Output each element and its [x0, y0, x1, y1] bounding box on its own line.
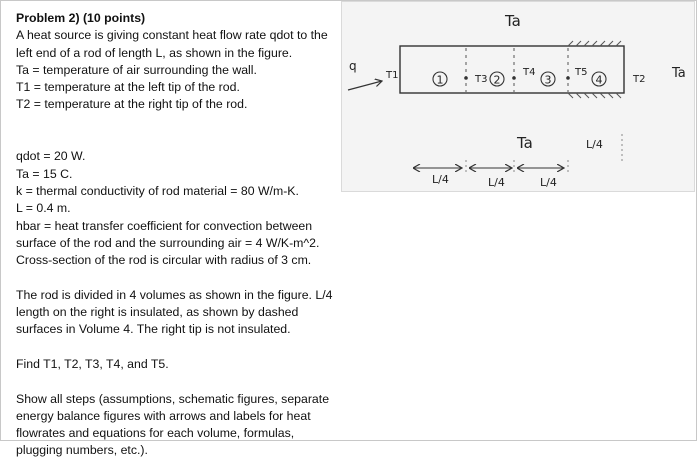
ta-right-label: Ta	[672, 66, 686, 81]
show-line: energy balance figures with arrows and labels for heat	[16, 408, 311, 423]
intro-line: left end of a rod of length L, as shown in the figure.	[16, 45, 293, 60]
given-line: surface of the rod and the surrounding air = 4 W/K-m^2.	[16, 235, 320, 250]
given-line: L = 0.4 m.	[16, 201, 71, 216]
problem-text	[16, 10, 341, 460]
node-dot	[464, 76, 468, 80]
division-line: The rod is divided in 4 volumes as shown in the figure. L/4	[16, 287, 333, 302]
length-label-1: L/4	[432, 173, 449, 186]
given-line: Ta = 15 C.	[16, 166, 73, 181]
given-line: Cross-section of the rod is circular with radius of 3 cm.	[16, 253, 312, 268]
length-label-2: L/4	[488, 176, 505, 189]
t5-label: T5	[575, 67, 588, 78]
volume-2-label: 2	[493, 73, 501, 87]
length-label-4: L/4	[586, 138, 603, 151]
intro-line: T2 = temperature at the right tip of the rod.	[16, 97, 248, 112]
find-line: Find T1, T2, T3, T4, and T5.	[16, 356, 169, 371]
show-line: Show all steps (assumptions, schematic figures, separate	[16, 391, 330, 406]
rod-figure	[341, 1, 695, 192]
volume-1-label: 1	[436, 73, 444, 87]
show-line: flowrates and equations for each volume, formulas,	[16, 426, 295, 441]
given-line: hbar = heat transfer coefficient for convection between	[16, 218, 313, 233]
show-line: plugging numbers, etc.).	[16, 443, 148, 458]
ta-mid-label: Ta	[517, 134, 533, 152]
rod-diagram	[342, 2, 696, 193]
rod-body	[400, 46, 624, 93]
intro-line: T1 = temperature at the left tip of the rod.	[16, 80, 240, 95]
division-line: surfaces in Volume 4. The right tip is not insulated.	[16, 322, 291, 337]
problem-title: Problem 2) (10 points)	[16, 11, 146, 25]
heat-input-arrow	[348, 81, 382, 90]
intro-line: Ta = temperature of air surrounding the wall.	[16, 62, 257, 77]
ta-top-label: Ta	[505, 12, 521, 30]
t2-label: T2	[633, 74, 646, 85]
node-dot	[566, 76, 570, 80]
given-line: k = thermal conductivity of rod material = 80 W/m-K.	[16, 183, 299, 198]
length-label-3: L/4	[540, 176, 557, 189]
given-line: qdot = 20 W.	[16, 149, 86, 164]
t1-label: T1	[386, 70, 399, 81]
q-label: q	[349, 59, 357, 73]
volume-4-label: 4	[595, 73, 603, 87]
node-dot	[512, 76, 516, 80]
intro-line: A heat source is giving constant heat flow rate qdot to the	[16, 28, 328, 43]
t4-label: T4	[523, 67, 536, 78]
division-line: length on the right is insulated, as shown by dashed	[16, 305, 299, 320]
volume-3-label: 3	[544, 73, 552, 87]
t3-label: T3	[475, 74, 488, 85]
